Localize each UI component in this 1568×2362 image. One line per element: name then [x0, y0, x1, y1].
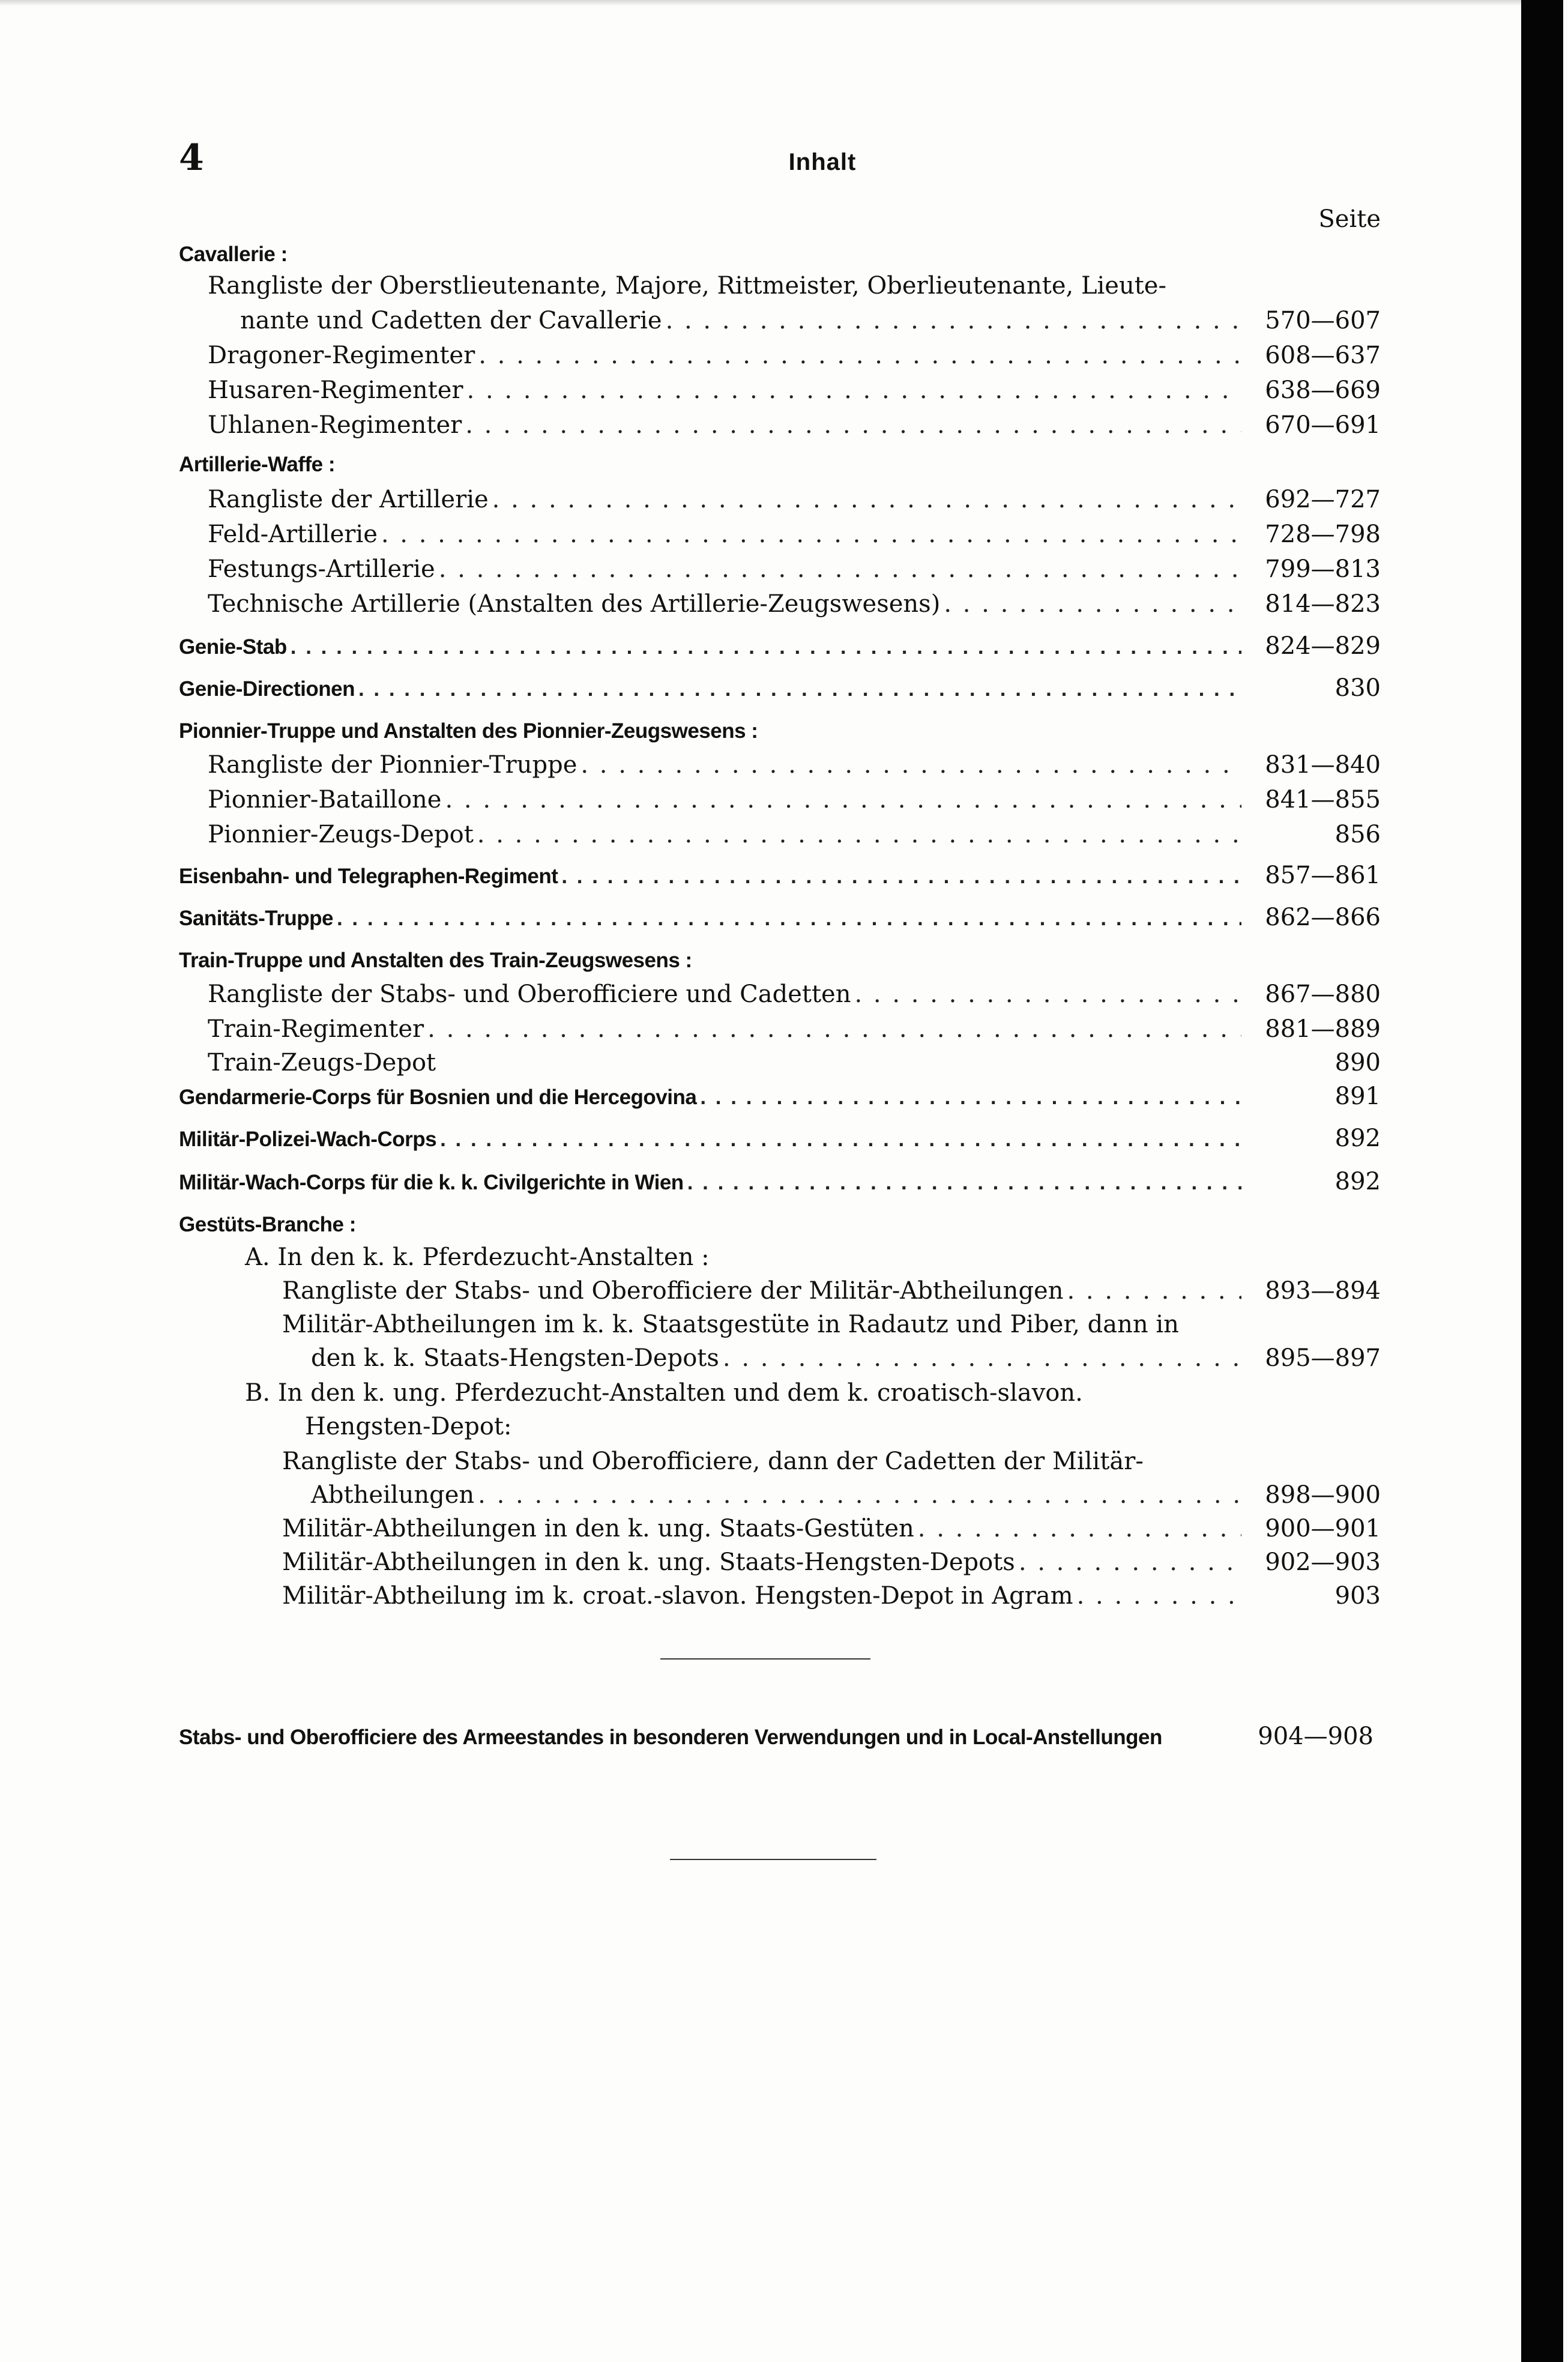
toc-entry-uhlanen [208, 407, 1381, 443]
leader-dots [478, 1477, 1241, 1513]
toc-entry-pages: 728—798 [1265, 521, 1381, 548]
toc-entry-stabs [179, 1718, 1374, 1754]
leader-dots [700, 1080, 1241, 1116]
leader-dots [440, 1122, 1241, 1158]
toc-entry-pionnier-rangliste [208, 747, 1381, 783]
toc-entry-pages: 881—889 [1265, 1015, 1381, 1043]
toc-entry-pionnier-bataillone [208, 782, 1381, 818]
toc-entry-label: Stabs- und Oberofficiere des Armeestandes in besonderen Verwendungen und in Local-Anstellungen [179, 1726, 1162, 1749]
leader-dots [427, 1011, 1241, 1047]
toc-entry-dragoner [208, 337, 1381, 373]
toc-entry-gendarmerie [179, 1078, 1381, 1114]
toc-entry-polizei [179, 1120, 1381, 1156]
toc-entry-label: Sanitäts-Truppe [179, 907, 333, 930]
toc-entry-pages: 692—727 [1265, 486, 1381, 513]
toc-entry-train-regimenter [208, 1011, 1381, 1047]
toc-entry-label: Eisenbahn- und Telegraphen-Regiment [179, 865, 558, 888]
toc-entry-technische-artillerie [208, 586, 1381, 622]
leader-dots [467, 372, 1241, 408]
toc-entry-a-abtheilungen-line1 [282, 1306, 1208, 1343]
toc-entry-a-abtheilungen [311, 1340, 1381, 1376]
toc-entry-train-rangliste [208, 976, 1381, 1012]
toc-entry-pages: 841—855 [1265, 786, 1381, 814]
toc-entry-b-rangliste-line1: Rangliste der Stabs- und Oberofficiere, dann der Cadetten der Militär- [282, 1448, 1144, 1475]
toc-entry-label: Genie-Stab [179, 635, 287, 659]
toc-entry-pages: 638—669 [1265, 376, 1381, 404]
page-column-header: Seite [1318, 205, 1381, 233]
toc-entry-label: Militär-Abtheilung im k. croat.-slavon. Hengsten-Depot in Agram [282, 1582, 1073, 1610]
toc-entry-label: Militär-Abtheilungen in den k. ung. Staats-Hengsten-Depots [282, 1548, 1015, 1576]
toc-entry-label: nante und Cadetten der Cavallerie [240, 307, 662, 334]
leader-dots [337, 901, 1241, 937]
toc-entry-pages: 799—813 [1265, 555, 1381, 583]
toc-entry-pages: 895—897 [1265, 1344, 1381, 1372]
leader-dots [944, 586, 1241, 622]
toc-entry-pages: 903 [1334, 1582, 1381, 1610]
leader-dots [358, 671, 1241, 707]
subsection-heading-b-line1: B. In den k. ung. Pferdezucht-Anstalten und dem k. croatisch-slavon. [245, 1379, 1083, 1407]
leader-dots [381, 516, 1241, 552]
toc-entry-cavallerie-rangliste [240, 303, 1381, 339]
toc-entry-pages: 670—691 [1265, 411, 1381, 439]
toc-entry-label: Rangliste der Artillerie [208, 486, 489, 513]
toc-entry-b-rangliste [311, 1477, 1381, 1513]
page-number: 4 [179, 137, 204, 179]
leader-dots [465, 407, 1241, 443]
leader-dots [1019, 1544, 1241, 1580]
toc-entry-pages: 891 [1334, 1083, 1381, 1110]
toc-entry-label: Uhlanen-Regimenter [208, 411, 462, 439]
leader-dots [291, 629, 1241, 665]
toc-entry-label: Husaren-Regimenter [208, 376, 463, 404]
toc-entry-genie-directionen [179, 670, 1381, 706]
toc-entry-pages: 900—901 [1265, 1515, 1381, 1542]
end-divider-rule [670, 1859, 876, 1860]
toc-entry-label: Rangliste der Pionnier-Truppe [208, 751, 577, 779]
toc-entry-label: Militär-Abtheilungen in den k. ung. Staats-Gestüten [282, 1515, 914, 1542]
toc-entry-pages: 893—894 [1265, 1277, 1381, 1305]
toc-entry-artillerie-rangliste [208, 482, 1381, 518]
toc-entry-b-depots [282, 1544, 1381, 1580]
leader-dots [492, 482, 1241, 518]
toc-entry-label: Genie-Directionen [179, 677, 355, 701]
toc-entry-pages: 830 [1334, 674, 1381, 702]
toc-entry-pages: 831—840 [1265, 751, 1381, 779]
toc-entry-pages: 892 [1334, 1125, 1381, 1152]
toc-entry-pages: 902—903 [1265, 1548, 1381, 1576]
toc-entry-wach [179, 1164, 1381, 1200]
toc-entry-pages: 867—880 [1265, 980, 1381, 1008]
toc-entry-pages: 824—829 [1265, 632, 1381, 660]
toc-entry-label: Train-Zeugs-Depot [208, 1049, 436, 1077]
scan-dark-border [1521, 0, 1563, 2362]
toc-entry-feld-artillerie [208, 516, 1381, 552]
section-heading-artillerie: Artillerie-Waffe : [179, 453, 336, 476]
toc-entry-pages: 814—823 [1265, 590, 1381, 618]
subsection-heading-a: A. In den k. k. Pferdezucht-Anstalten : [245, 1243, 710, 1271]
toc-entry-pages: 608—637 [1265, 342, 1381, 369]
leader-dots [561, 859, 1241, 895]
subsection-heading-b-line2: Hengsten-Depot: [305, 1413, 512, 1440]
leader-dots [1067, 1273, 1241, 1309]
leader-dots [580, 747, 1241, 783]
leader-dots [1077, 1578, 1241, 1614]
leader-dots [439, 551, 1241, 587]
toc-entry-text: Militär-Abtheilungen im k. k. Staatsgestüte in Radautz und Piber, dann in [282, 1311, 1179, 1338]
section-heading-train: Train-Truppe und Anstalten des Train-Zeugswesens : [179, 949, 692, 972]
toc-entry-pages: 857—861 [1265, 862, 1381, 889]
toc-entry-train-depot [208, 1045, 1381, 1081]
toc-entry-cavallerie-rangliste-line1 [208, 268, 1219, 304]
toc-entry-label: Festungs-Artillerie [208, 555, 435, 583]
toc-entry-label: Rangliste der Stabs- und Oberofficiere und Cadetten [208, 980, 851, 1008]
leader-dots [918, 1511, 1241, 1547]
toc-entry-b-gestueten [282, 1511, 1381, 1547]
toc-entry-eisenbahn [179, 857, 1381, 893]
page-top-edge [0, 0, 1521, 6]
toc-entry-pages: 892 [1334, 1168, 1381, 1195]
section-heading-gestuets: Gestüts-Branche : [179, 1213, 356, 1236]
running-head: Inhalt [788, 149, 857, 175]
toc-entry-pages: 898—900 [1265, 1481, 1381, 1509]
toc-entry-b-agram [282, 1578, 1381, 1614]
toc-entry-pages: 856 [1334, 821, 1381, 848]
toc-entry-label: Abtheilungen [311, 1481, 475, 1509]
toc-entry-label: den k. k. Staats-Hengsten-Depots [311, 1344, 719, 1372]
toc-entry-label: Rangliste der Stabs- und Oberofficiere der Militär-Abtheilungen [282, 1277, 1064, 1305]
section-heading-pionnier: Pionnier-Truppe und Anstalten des Pionnier-Zeugswesens : [179, 719, 758, 743]
toc-entry-label: Train-Regimenter [208, 1015, 424, 1043]
toc-entry-label: Feld-Artillerie [208, 521, 378, 548]
toc-entry-a-rangliste [282, 1273, 1381, 1309]
toc-entry-pionnier-depot [208, 817, 1381, 853]
toc-entry-label: Militär-Wach-Corps für die k. k. Civilgerichte in Wien [179, 1171, 684, 1194]
toc-entry-pages: 570—607 [1265, 307, 1381, 334]
leader-dots [854, 976, 1241, 1012]
toc-entry-pages: 890 [1334, 1049, 1381, 1077]
toc-entry-text: Rangliste der Oberstlieutenante, Majore, Rittmeister, Oberlieutenante, Lieute- [208, 272, 1166, 300]
toc-entry-genie-stab [179, 628, 1381, 664]
toc-entry-festungs-artillerie [208, 551, 1381, 587]
toc-entry-label: Pionnier-Bataillone [208, 786, 442, 814]
leader-dots [477, 817, 1241, 853]
toc-entry-sanitaets [179, 899, 1381, 935]
leader-dots [478, 337, 1241, 373]
toc-entry-label: Pionnier-Zeugs-Depot [208, 821, 474, 848]
leader-dots [445, 782, 1241, 818]
leader-dots [666, 303, 1241, 339]
section-divider-rule [660, 1658, 870, 1660]
section-heading-cavallerie: Cavallerie : [179, 243, 288, 266]
toc-entry-label: Militär-Polizei-Wach-Corps [179, 1128, 437, 1151]
toc-entry-pages: 904—908 [1258, 1723, 1374, 1750]
toc-entry-label: Technische Artillerie (Anstalten des Artillerie-Zeugswesens) [208, 590, 941, 618]
toc-entry-label: Gendarmerie-Corps für Bosnien und die Hercegovina [179, 1086, 697, 1109]
toc-entry-label: Dragoner-Regimenter [208, 342, 475, 369]
toc-entry-husaren [208, 372, 1381, 408]
leader-dots [687, 1165, 1241, 1201]
toc-entry-pages: 862—866 [1265, 904, 1381, 931]
leader-dots [723, 1340, 1241, 1376]
